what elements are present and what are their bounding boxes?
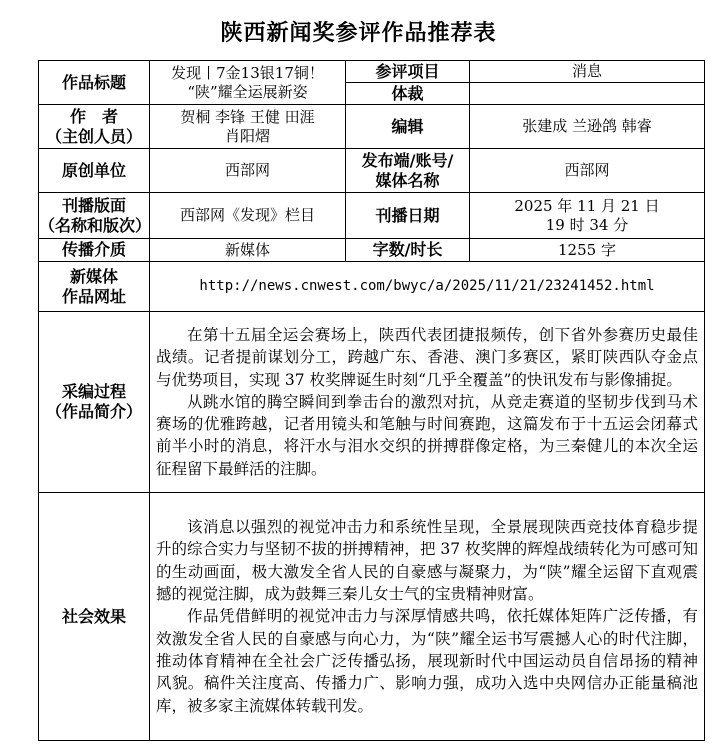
author-value: 贺桐 李锋 王健 田涯 肖阳熠: [150, 105, 346, 149]
process-paragraph: 从跳水馆的腾空瞬间到拳击台的激烈对抗，从竞走赛道的坚韧步伐到马术赛场的优雅跨越，记者用镜头和笔触与时间赛跑，这篇发布于十五运会闭幕式前半小时的消息，将汗水与泪水交织的拼搏群像定格，为三秦健儿的本次全运征程留下最鲜活的注脚。: [156, 392, 698, 478]
url-value: http://news.cnwest.com/bwyc/a/2025/11/21/23241452.html: [150, 262, 705, 312]
category-value: 消息: [470, 61, 705, 83]
edition-label: 刊播版面 （名称和版次）: [39, 193, 150, 239]
process-label: 采编过程 （作品简介）: [39, 312, 150, 493]
category-label: 参评项目: [346, 61, 470, 83]
publisher-value: 西部网: [470, 149, 705, 193]
publisher-label: 发布端/账号/ 媒体名称: [346, 149, 470, 193]
medium-label: 传播介质: [39, 239, 150, 262]
genre-label: 体裁: [346, 83, 470, 105]
editor-value: 张建成 兰逊鸽 韩睿: [470, 105, 705, 149]
url-label: 新媒体 作品网址: [39, 262, 150, 312]
doc-title: 陕西新闻奖参评作品推荐表: [220, 21, 497, 46]
process-content: [150, 312, 705, 493]
editor-label: 编辑: [346, 105, 470, 149]
work-title-label: 作品标题: [39, 61, 150, 105]
recommendation-form: [38, 60, 705, 741]
date-label: 刊播日期: [346, 193, 470, 239]
length-label: 字数/时长: [346, 239, 470, 262]
unit-value: 西部网: [150, 149, 346, 193]
genre-value: [470, 83, 705, 105]
length-value: 1255 字: [470, 239, 705, 262]
medium-value: 新媒体: [150, 239, 346, 262]
date-value: 2025 年 11 月 21 日 19 时 34 分: [470, 193, 705, 239]
author-label: 作 者 （主创人员）: [39, 105, 150, 149]
effect-content: [150, 493, 705, 741]
unit-label: 原创单位: [39, 149, 150, 193]
effect-paragraph: 作品凭借鲜明的视觉冲击力与深厚情感共鸣，依托媒体矩阵广泛传播，有效激发全省人民的自豪感与向心力，为“陕”耀全运书写震撼人心的时代注脚，推动体育精神在全社会广泛传播弘扬，展现新时代中国运动员自信昂扬的精神风貌。稿件关注度高、传播力广、影响力强，成功入选中央网信办正能量稿池库，被多家主流媒体转载刊发。: [156, 607, 698, 715]
edition-value: 西部网《发现》栏目: [150, 193, 346, 239]
work-title-value: 发现丨7金13银17铜！ “陕”耀全运展新姿: [150, 61, 346, 105]
process-paragraph: 在第十五届全运会赛场上，陕西代表团捷报频传，创下省外参赛历史最佳战绩。记者提前谋划分工，跨越广东、香港、澳门多赛区，紧盯陕西队夺金点与优势项目，实现 37 枚奖牌诞生时刻“几乎全覆盖”的快讯发布与影像捕捉。: [156, 325, 698, 389]
effect-paragraph: 该消息以强烈的视觉冲击力和系统性呈现，全景展现陕西竞技体育稳步提升的综合实力与坚韧不拔的拼搏精神，把 37 枚奖牌的辉煌战绩转化为可感可知的生动画面，极大激发全省人民的自豪感与凝聚力，为“陕”耀全运留下直观震撼的视觉注脚，成为鼓舞三秦儿女士气的宝贵精神财富。: [156, 518, 698, 604]
effect-label: 社会效果: [39, 493, 150, 741]
